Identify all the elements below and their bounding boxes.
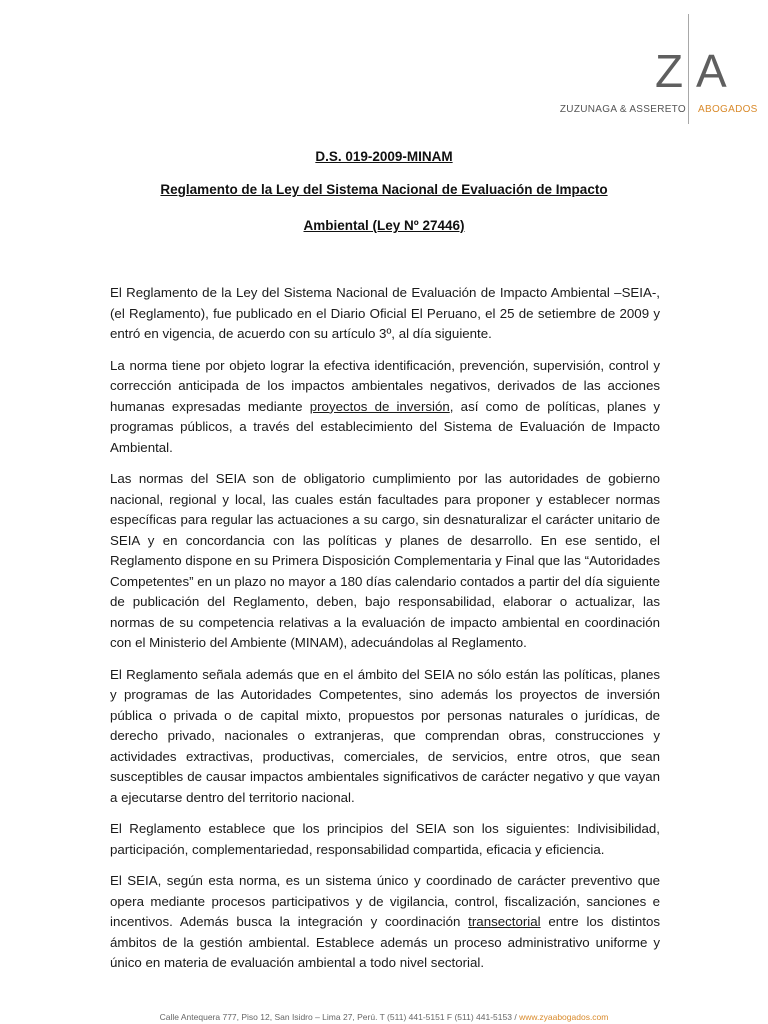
paragraph-2 (110, 356, 660, 459)
document-title-line1: Reglamento de la Ley del Sistema Nacional de Evaluación de Impacto (160, 182, 608, 197)
paragraph-6-text-a: El SEIA, según esta norma, es un sistema único y coordinado de carácter preventivo que opera mediante procesos participativos y de vigilancia, control, fiscalización, sanciones e incentivos. Además busca la integración y coordinación (110, 873, 660, 929)
paragraph-3: Las normas del SEIA son de obligatorio cumplimiento por las autoridades de gobierno nacional, regional y local, las cuales están facultades para proponer y establecer normas específicas para regular las actuaciones a su cargo, sin desnaturalizar el carácter unitario de SEIA y en concordancia con las políticas y planes de desarrollo. En ese sentido, el Reglamento dispone en su Primera Disposición Complementaria y Final que las “Autoridades Competentes” en un plazo no mayor a 180 días calendario contados a partir del día siguiente de publicación del Reglamento, deben, bajo responsabilidad, elaborar o actualizar, las normas de su competencia relativas a la evaluación de impacto ambiental en coordinación con el Ministerio del Ambiente (MINAM), adecuándolas al Reglamento. (110, 471, 660, 650)
decree-number: D.S. 019-2009-MINAM (315, 149, 453, 164)
link-proyectos-de-inversion[interactable]: proyectos de inversión (309, 398, 450, 414)
paragraph-6-text-b: entre los distintos ámbitos de la gestión ambiental. Establece además un proceso administrativo uniforme y único en materia de evaluación ambiental a todo nivel sectorial. (110, 914, 660, 970)
logo-divider (688, 14, 689, 124)
document-title-line2: Ambiental (Ley Nº 27446) (303, 218, 465, 233)
logo-letter-a: A (696, 45, 727, 97)
paragraph-2-text-a: La norma tiene por objeto lograr la efectiva identificación, prevención, supervisión, control y corrección anticipada de los impactos ambientales negativos, derivados de las acciones humanas expresadas mediante (110, 357, 660, 414)
logo-abogados: ABOGADOS (698, 104, 758, 115)
logo-letter-z: Z (655, 45, 684, 97)
paragraph-4: El Reglamento señala además que en el ámbito del SEIA no sólo están las políticas, planes y programas de las Autoridades Competentes, sino además los proyectos de inversión pública o privada o de capital mixto, propuestos por personas naturales o jurídicas, de derecho privado, nacionales o extranjeras, que comprendan obras, construcciones y actividades extractivas, productivas, comerciales, de servicios, entre otros, que sean susceptibles de causar impactos ambientales significativos de carácter negativo y que vayan a ejecutarse dentro del territorio nacional. (110, 666, 660, 805)
logo-firm-name: ZUZUNAGA & ASSERETO (559, 104, 686, 115)
paragraph-5: El Reglamento establece que los principios del SEIA son los siguientes: Indivisibilidad, participación, complementariedad, responsabilidad compartida, eficacia y eficiencia. (110, 821, 660, 857)
document-body (110, 283, 660, 985)
paragraph-1: El Reglamento de la Ley del Sistema Nacional de Evaluación de Impacto Ambiental –SEIA-, (el Reglamento), fue publicado en el Diario Oficial El Peruano, el 25 de setiembre de 2009 y entró en vigencia, de acuerdo con su artículo 3º, al día siguiente. (110, 285, 660, 341)
footer-address: Calle Antequera 777, Piso 12, San Isidro – Lima 27, Perú. T (511) 441-5151 F (511) 441-5153 / (159, 1012, 520, 1022)
paragraph-6 (110, 871, 660, 974)
page-footer (0, 1012, 768, 1022)
link-transectorial[interactable]: transectorial (468, 914, 541, 929)
footer-website-link[interactable]: www.zyaabogados.com (519, 1012, 609, 1022)
paragraph-2-text-b: , así como de políticas, planes y programas públicos, a través del establecimiento del Sistema de Evaluación de Impacto Ambiental. (110, 398, 660, 455)
firm-logo (559, 14, 758, 115)
